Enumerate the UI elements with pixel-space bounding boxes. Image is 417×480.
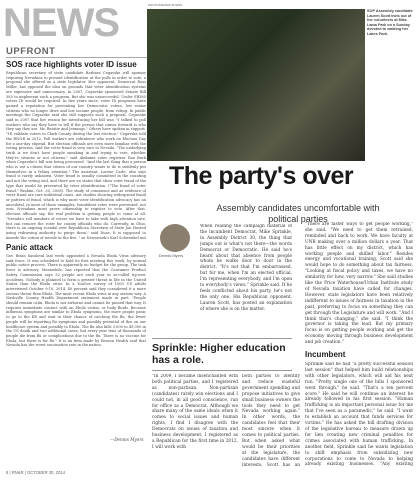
main-deck: Assembly candidates uncomfortable with political parties	[216, 203, 380, 224]
author-photo	[160, 224, 190, 252]
pull-quote-rule	[152, 338, 292, 339]
candidate-photo	[147, 9, 365, 161]
pull-quote: Sprinkle: Higher education has a role.	[152, 342, 286, 366]
subhead-incumbent: Incumbent	[305, 350, 346, 359]
main-col1-intro: When reading the campaign material of the incumbent Democrat, Mike Sprinkle, in Assembly District 30, the thing that jumps out is what's not there—the words Democrat or Democratic. He said he's heard about that absence from people whom he walks door to door in the district. "It's not that I'm embarrassed, but for me, when I'm an elected official, I'm representing everybody, and I'm open to everybody's views," Sprinkle said. If he feels conflicted about his party, he's not the only one. His Republican opponent, Lauren Scott, has posted an explanation of where she is on the matter.	[200, 224, 292, 312]
main-headline: The party's over	[169, 162, 354, 190]
pull-quote-rule-bottom	[152, 370, 292, 371]
byline	[152, 224, 190, 258]
story1-headline: SOS race highlights voter ID issue	[6, 60, 137, 69]
story1-body: Republican secretary of state candidate Barbara Cegavske will sponsor requiring Nevadans to present identification at the polls in order to vote, a proposal she offered as a state legislator. Her opponent, Democrat Ross Miller, has opposed the idea on grounds that voter identification systems are expensive and unnecessary. In 2007, Cegavske sponsored Senate Bill 385 to implement such a program. But she was unsuccessful. Under SB385 voters ID would be required. In five years since, voter ID programs have gained a reputation for preventing low Democratic voters, low senior citizens who no longer drive and low income people, from voting. In public meetings the Cegavske said she still supports such a proposal. Cegavske said in 2007 that her reason for introducing her bill was, "I talked to poll workers who say they have to tell if the person that comes forward is who they say they are. Mr. Beattie and Jennings." Others have spoken in support. "I'll validate voters in Clark County during the last election," Cegavske told the RN&R in 2012. Poll workers are volunteers who work on Election Day for a one-day stipend. But election officials are even more familiar with the voting process, said the voter fraud is very rare in Nevada. "The underlying truth is we don't have people sneaking in and trying to vote, whether they're citizens or not citizens," said Alabama voter registrar Dan Burk when Cegavske's bill was being processed. "And the last thing that a person who is not a citizen that citizen of our country wants to do is suddenly put themselves in a felony situation." The assistant, Lorene Carle, also says fraud is rarely unknown. Voter fraud is usually committed in the counting and not the voting end, and there are no states that show voter fraud of the type that would be prevented by voter identification. ("The fraud of voter fraud," Brahim, Oct. 30, 2008). The study of consensus and as evidence of voter fraud are rare individual cases, not studies showing widespread fraud or pattern of fraud, which is why most voter identification advocacy has an anecdotal, in most of those examples, fraudulent votes were prevented, not won. Nevadans must prove citizenship to register to vote. After that, election officials say, the real problem is getting people to come at all. "Nevada's roll numbers of voters we have to take with high attention rate, but can remove the voter for county officials who do. Currently, in Ohio, there is an ongoing scandal over Republican Secretary of State Jon Husted using redrawing authority to purge them," said Duas. It is supposed to impede the voting of people in the five, " as Newsweek's Karl Schwenkel put	[6, 71, 146, 239]
section-divider	[6, 57, 148, 58]
main-col3-intro: "There are faster ways to get people working," she said. "We need to get them retrained, reminded and back to work. We have faculty at UNR making over a million dollars a year. That has little effect on my district, which has working people and skilled labor." Besides energy and vocational training, Scott said she would hope to do something about tax fairness. "Looking at fiscal policy and taxes, we have no similarity for how, very narrow." She said studies like the Price Waterhouse/Urban Institute study of Nevada taxation have called for changes. However, state legislators have been relatively indifferent to issues of fairness in taxation in the past, preferring to focus on something they can get through the Legislature and will work. "And I think that's changing," she said. "I think the governor is taking the lead. But my primary focus is on getting people working and get the economy moving through business development and job creation."	[305, 222, 413, 346]
story2-headline: Panic attack	[6, 243, 53, 252]
main-col3-rest: Sprinkle said he had "a pretty successful session last session" that helped him build relationships with other legislators, which will aid his next run. "Pretty single one of the bills I sponsored went through," he said. "That's a ten percent score." He said he will continue an interest he already followed in his first session. "Human trafficking is an important personal issue for me that I've seen as a paramedic," he said. "I want to establish an account that funds services for victims." He has asked the bill drafting division of the legislative bureau to measure drawn up for lien creating new criminal penalties for crimes associated with human trafficking. In another field, Sprinkle said he wants legislation to shift emphasis from subsidizing new corporations to come to Nevada to helping already existing businesses. "Any existing	[305, 362, 413, 468]
page-footer: 8 | RN&R | OCTOBER 30, 2014	[6, 470, 66, 475]
story2-body: Gov. Brian Sandoval last week appointed a Nevada Ebola Virus advisory task force. It was scheduled to hold its first meeting this week, by normal public notice process. There is apparently no budget for the group. The task force is advisory. Meanwhile, has reported that the Consumer Product Safety Commission says 32 people are each year in so-called tip-over accidents. Nobody is planned to form a greater threat in life in the United States than the Ebola virus. In a YouGov survey of 1000 US adults interviewed October 9-10, 2014, 40 percent said they considered it a more serious threat than Ebola. The most recent Ebola virus in any serious way. A Nashville County Health Department statement made in part, "People should remain calm. Ebola is not airborne and cannot be passed that way. It requires immediate contact with an Ebola victim, or body fluids. Because influenza symptoms are similar to Ebola symptoms, the more people panic to go to the ER and wait in their chance of catching the flu, the fewer people will be reporting flu symptoms and possibly potential of this on our healthcare system and possibly to Ebola. The flu also kills 3,000 to 49,000 in the US death and two additional cases, but every year tens of thousands of people die from flu or complications due to the flu. There is no vaccine for Ebola, but there is for flu." It is an item made by Reason Health said that Nevada has the worst vaccination rate in the nation.	[6, 254, 146, 348]
main-col2: both parties to identify and reduce wasteful government spending and propose initiatives to give small business owners the tools they need to get Nevada working again." In other words, the candidates feel that their most sincere when it comes to political parties. But when asked what would be their priorities at the legislature, the candidates have different interests. Scott has an	[242, 374, 300, 468]
masthead-title: NEWS	[3, 1, 119, 45]
photo-credit: PHOTO/DENNIS MYERS	[148, 3, 183, 7]
main-col1-rest: "In 2009, I became disenchanted with both political parties, and I registered as non-partisan. Non-partisan (candidates) rarely win elections and I could not, in all good conscience, run for office as a Democrat. Although we share many of the same ideals when it comes to social issues and human rights, I find I disagree with the Democrats on issues of taxation and business development. I registered as a Republican for the first time in 2012. I will work with	[152, 374, 238, 450]
story2-signature: —Dennis Myers	[110, 437, 144, 442]
byline-name: Dennis Myers	[158, 253, 184, 258]
photo-caption: SOP Assembly candidate Lauren Scott trots out of her volunteers at Mira Lama Park on a Sunday devoted to walking her Lakes Park.	[367, 9, 413, 36]
section-label: UPFRONT	[6, 46, 56, 57]
